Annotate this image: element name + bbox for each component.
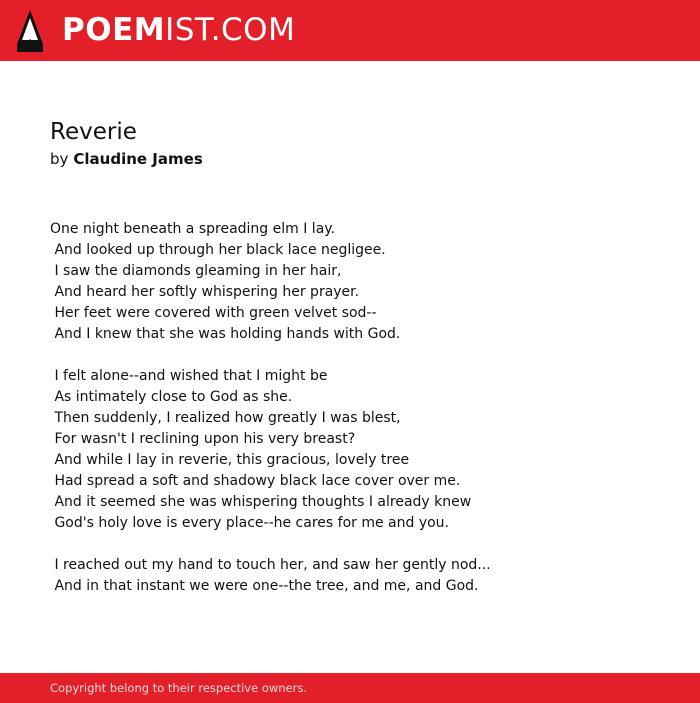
poem-line: I saw the diamonds gleaming in her hair,	[50, 263, 342, 279]
pencil-logo-icon[interactable]	[17, 10, 43, 52]
site-header	[0, 0, 700, 61]
poem-line: Had spread a soft and shadowy black lace cover over me.	[50, 473, 461, 489]
poem-body	[50, 219, 491, 597]
poem-line: And heard her softly whispering her prayer.	[50, 284, 360, 300]
poem-line: And I knew that she was holding hands with God.	[50, 326, 401, 342]
stanza-break	[50, 345, 491, 366]
site-logo[interactable]	[62, 12, 295, 48]
by-label: by	[50, 150, 69, 168]
poem-byline	[50, 149, 203, 169]
poem-line: Then suddenly, I realized how greatly I was blest,	[50, 410, 401, 426]
author-name: Claudine James	[73, 150, 203, 168]
poem-line: And in that instant we were one--the tree, and me, and God.	[50, 578, 479, 594]
poem-title: Reverie	[50, 119, 137, 145]
poem-line: As intimately close to God as she.	[50, 389, 293, 405]
poem-line: God's holy love is every place--he cares for me and you.	[50, 515, 449, 531]
poem-line: And while I lay in reverie, this gracious, lovely tree	[50, 452, 410, 468]
copyright-text: Copyright belong to their respective owners.	[50, 681, 308, 695]
logo-text-bold: POEM	[62, 12, 166, 48]
stanza-break	[50, 534, 491, 555]
poem-line: For wasn't I reclining upon his very breast?	[50, 431, 356, 447]
poem-line: And looked up through her black lace negligee.	[50, 242, 386, 258]
poem-line: And it seemed she was whispering thoughts I already knew	[50, 494, 472, 510]
poem-line: One night beneath a spreading elm I lay.	[50, 221, 336, 237]
logo-text-light: IST.COM	[165, 12, 296, 48]
poem-line: Her feet were covered with green velvet sod--	[50, 305, 377, 321]
site-footer	[0, 673, 700, 703]
poem-line: I reached out my hand to touch her, and saw her gently nod...	[50, 557, 491, 573]
poem-line: I felt alone--and wished that I might be	[50, 368, 328, 384]
